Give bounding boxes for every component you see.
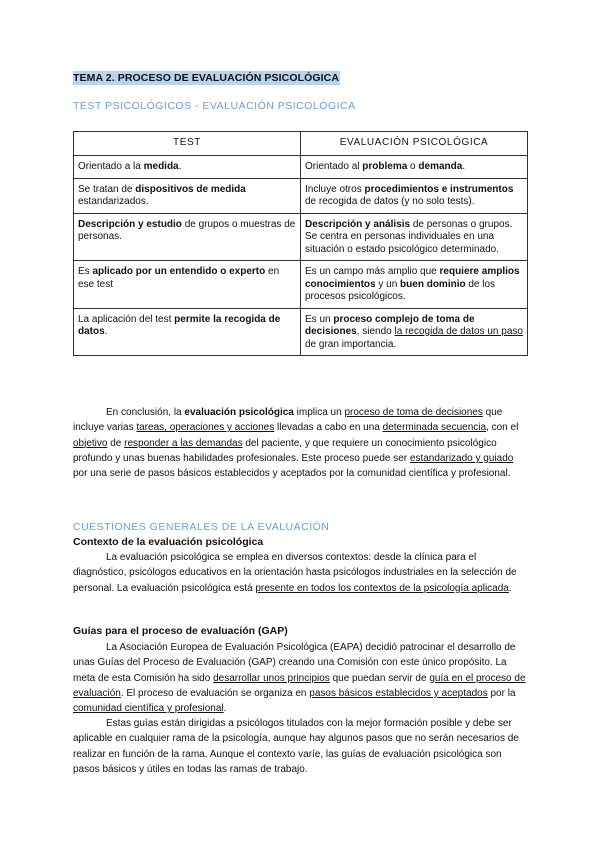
table-row xyxy=(74,308,528,356)
table-header-row xyxy=(74,132,528,156)
section-title-test-vs-evaluation: TEST PSICOLÓGICOS - EVALUACIÓN PSICOLÓGICA xyxy=(73,100,356,112)
column-header-evaluation: EVALUACIÓN PSICOLÓGICA xyxy=(301,132,528,156)
subheading-gap: Guías para el proceso de evaluación (GAP) xyxy=(73,625,288,637)
table-cell: Se tratan de dispositivos de medida estandarizados. xyxy=(74,178,301,213)
guides-paragraph: Estas guías están dirigidas a psicólogos titulados con la mejor formación posible y debe ser aplicable en cualquier rama de la psicología, aunque hay algunos pasos que no serán necesarios de realizar en función de la rama. Aunque el contexto varíe, las guías de evaluación psicológica son pasos básicos y útiles en todas las ramas de trabajo. xyxy=(73,718,519,775)
table-cell: Orientado a la medida. xyxy=(74,156,301,179)
table-cell: Incluye otros procedimientos e instrumentos de recogida de datos (y no solo tests). xyxy=(301,178,528,213)
conclusion-paragraph: En conclusión, la evaluación psicológica implica un proceso de toma de decisiones que incluye varias tareas, operaciones y acciones llevadas a cabo en una determinada secuencia, con el objetivo de responder a las demandas del paciente, y que requiere un conocimiento psicológico profundo y unas buenas habilidades profesionales. Este proceso puede ser estandarizado y guiado por una serie de pasos básicos establecidos y aceptados por la comunidad científica y profesional. xyxy=(73,407,519,480)
context-paragraph: La evaluación psicológica se emplea en diversos contextos: desde la clínica para el diagnóstico, psicólogos educativos en la orientación hasta psicólogos industriales en la selección de personal. La evaluación psicológica está presente en todos los contextos de la psicología aplicada. xyxy=(73,552,517,594)
table-row xyxy=(74,156,528,179)
section-title-general-questions: CUESTIONES GENERALES DE LA EVALUACIÓN xyxy=(73,521,330,533)
gap-paragraph: La Asociación Europea de Evaluación Psicológica (EAPA) decidió patrocinar el desarrollo de unas Guías del Proceso de Evaluación (GAP) creando una Comisión con este único propósito. La meta de esta Comisión ha sido desarrollar unos principios que puedan servir de guía en el proceso de evaluación. El proceso de evaluación se organiza en pasos básicos establecidos y aceptados por la comunidad científica y profesional. xyxy=(73,642,526,715)
subheading-context: Contexto de la evaluación psicológica xyxy=(73,536,264,548)
table-cell: Es un campo más amplio que requiere amplios conocimientos y un buen dominio de los procesos psicológicos. xyxy=(301,261,528,309)
table-cell: Descripción y análisis de personas o grupos. Se centra en personas individuales en una situación o estado psicológico determinado. xyxy=(301,213,528,261)
table-row xyxy=(74,178,528,213)
table-cell: Descripción y estudio de grupos o muestras de personas. xyxy=(74,213,301,261)
chapter-title: TEMA 2. PROCESO DE EVALUACIÓN PSICOLÓGICA xyxy=(73,72,340,84)
table-row xyxy=(74,261,528,309)
comparison-table xyxy=(73,131,528,356)
table-cell: Es aplicado por un entendido o experto en ese test xyxy=(74,261,301,309)
column-header-test: TEST xyxy=(74,132,301,156)
table-cell: Es un proceso complejo de toma de decisiones, siendo la recogida de datos un paso de gran importancia. xyxy=(301,308,528,356)
table-cell: Orientado al problema o demanda. xyxy=(301,156,528,179)
table-cell: La aplicación del test permite la recogida de datos. xyxy=(74,308,301,356)
table-row xyxy=(74,213,528,261)
